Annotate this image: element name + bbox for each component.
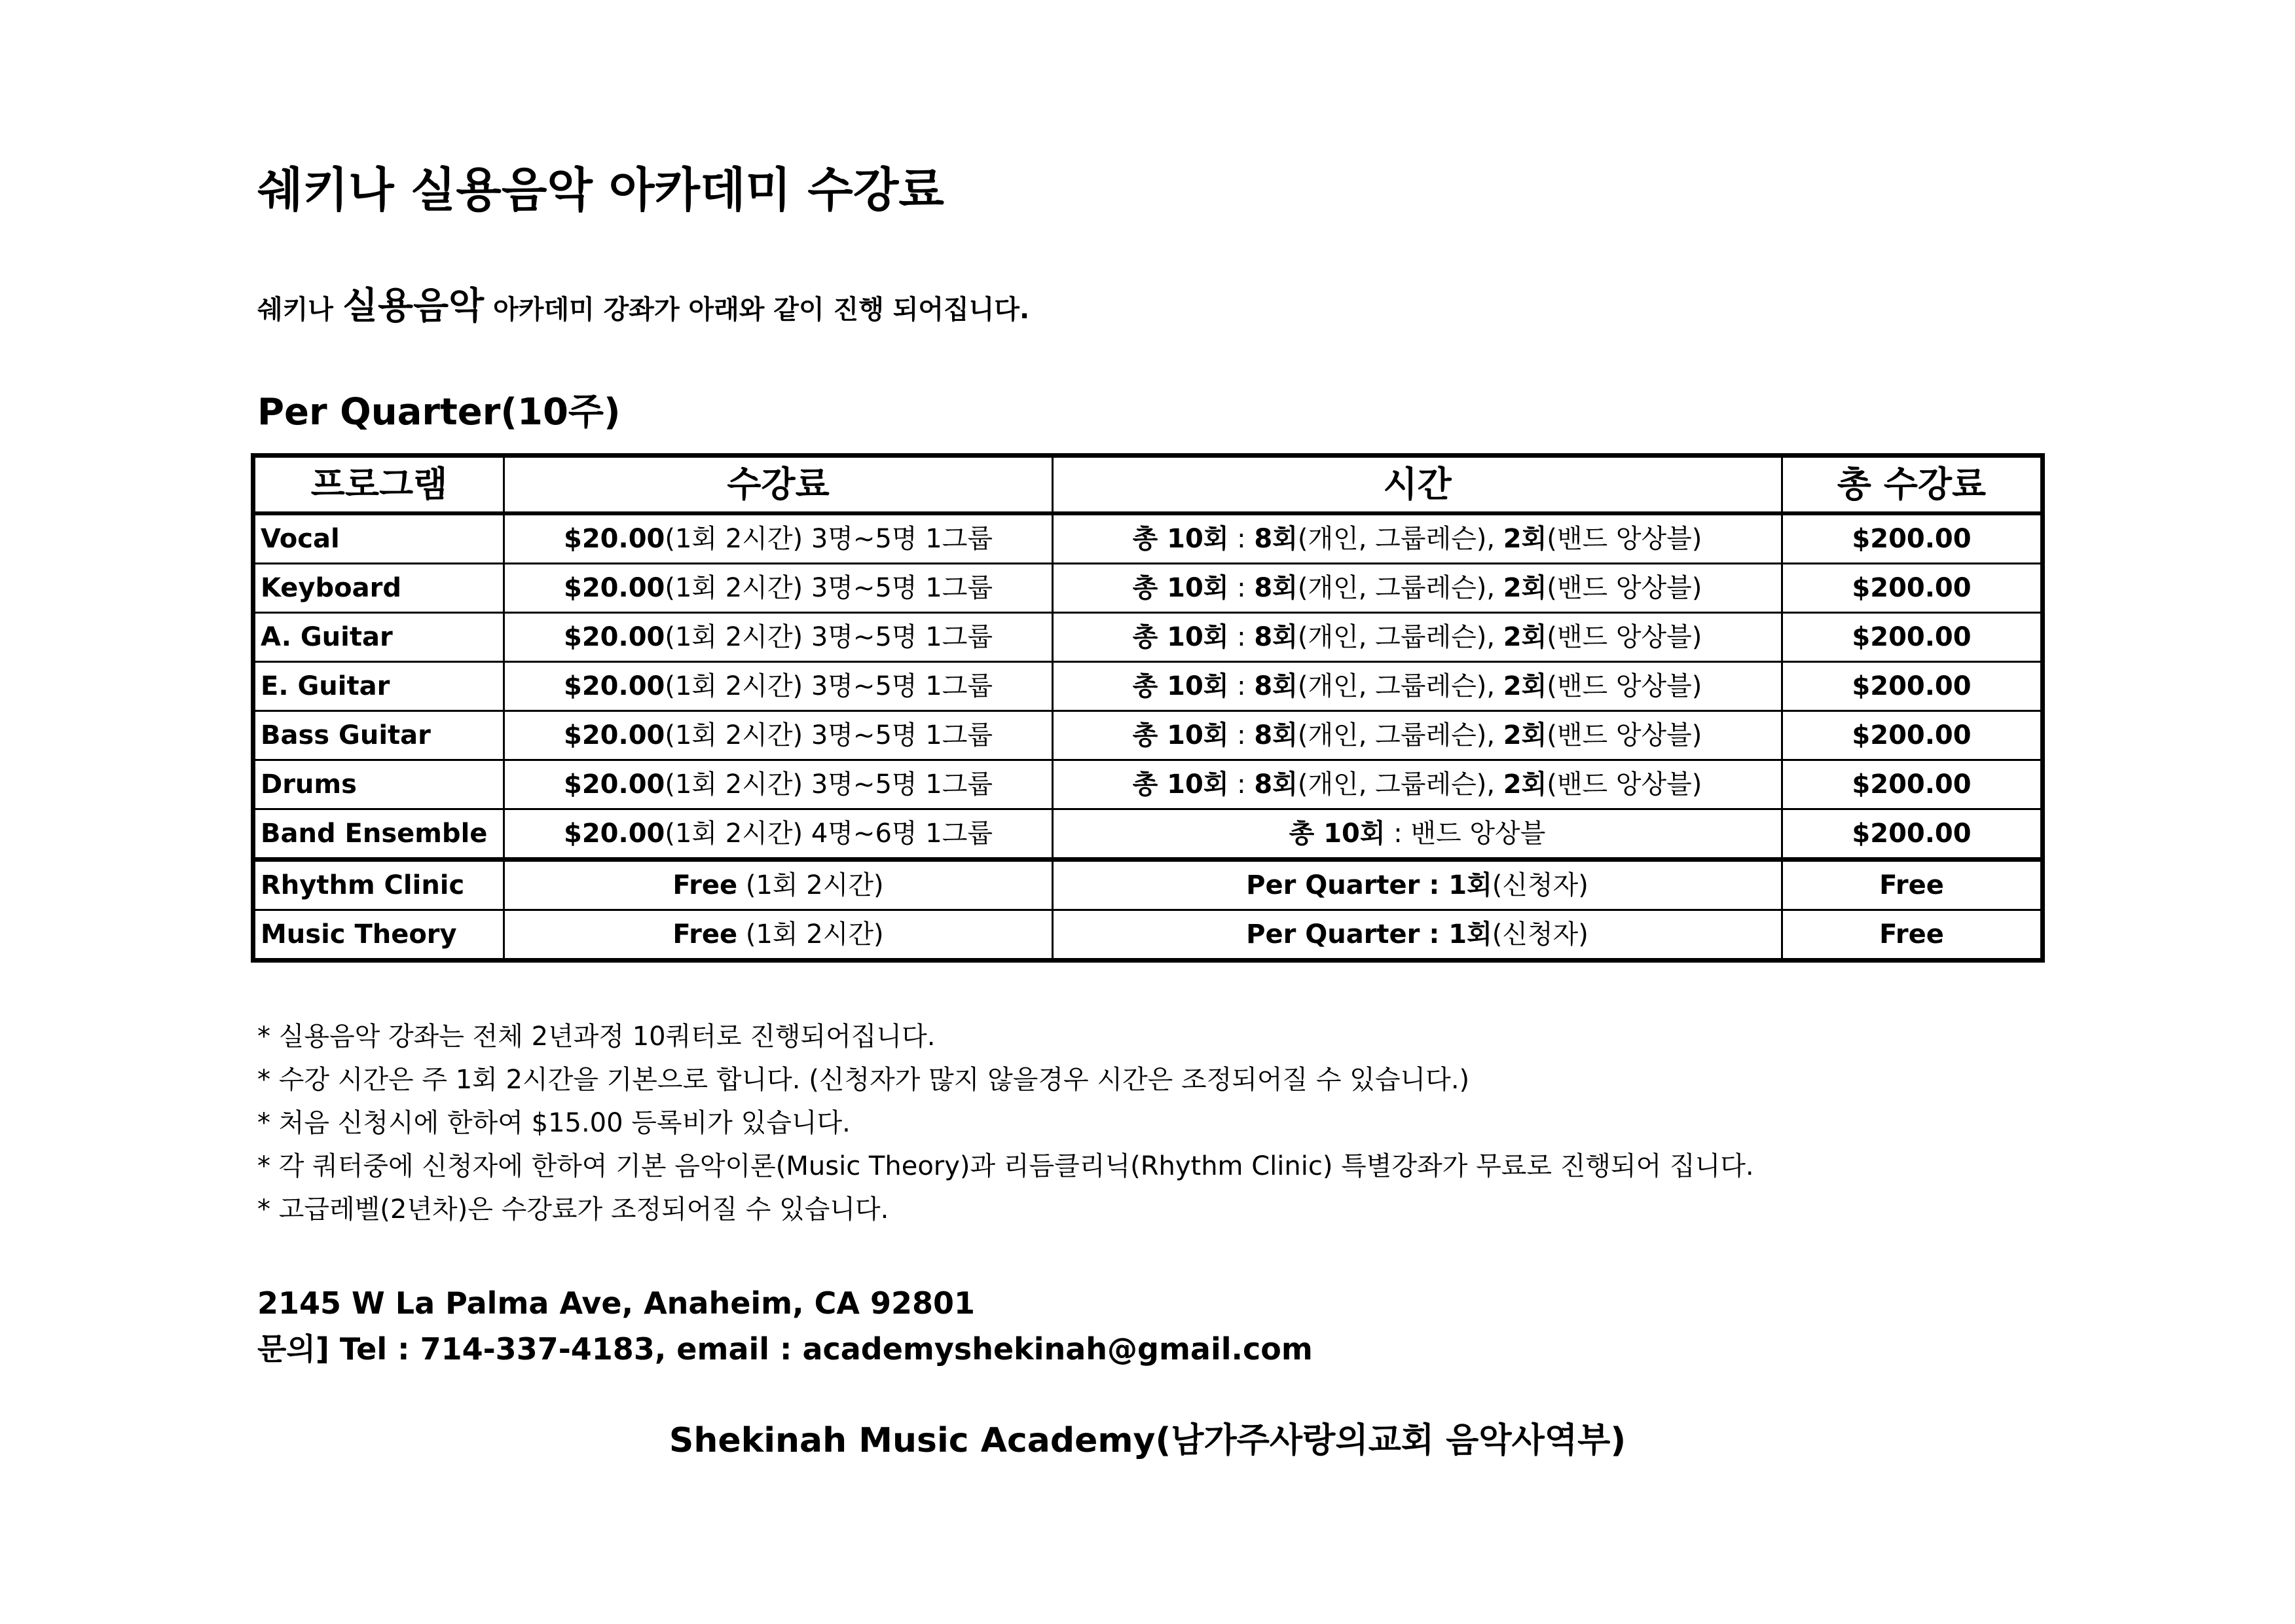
time-separator: : [1228, 622, 1255, 652]
time-sessions: 총 10회 [1132, 720, 1229, 750]
time-individual-count: 8회 [1254, 769, 1298, 800]
total-fee: $200.00 [1782, 513, 2043, 564]
time-band-detail: (밴드 앙상블) [1547, 524, 1702, 554]
fee-detail: (1회 2시간) 3명~5명 1그룹 [665, 573, 993, 603]
table-row [253, 711, 2043, 760]
table-row [253, 662, 2043, 711]
program-name: Keyboard [253, 564, 504, 613]
time-band-detail: (밴드 앙상블) [1547, 622, 1702, 652]
fee-detail: (1회 2시간) 4명~6명 1그룹 [665, 819, 993, 849]
time-individual-detail: (개인, 그룹레슨), [1297, 720, 1503, 750]
note-item: * 실용음악 강좌는 전체 2년과정 10쿼터로 진행되어집니다. [257, 1022, 936, 1052]
free-rows [253, 860, 2043, 961]
time-band-detail: (밴드 앙상블) [1547, 573, 1702, 603]
fee-cell [504, 711, 1053, 760]
time-detail: (신청자) [1492, 919, 1588, 950]
fee-detail: (1회 2시간) 3명~5명 1그룹 [665, 524, 993, 554]
fee-cell [504, 513, 1053, 564]
program-name: E. Guitar [253, 662, 504, 711]
fee-cell [504, 809, 1053, 860]
program-name: Band Ensemble [253, 809, 504, 860]
fee-cell [504, 910, 1053, 961]
fee-cell [504, 613, 1053, 662]
fee-detail: (1회 2시간) 3명~5명 1그룹 [665, 622, 993, 652]
fee-detail: (1회 2시간) [737, 919, 884, 950]
time-sessions: Per Quarter : 1회 [1246, 870, 1492, 900]
time-band-count: 2회 [1503, 524, 1547, 554]
table-row [253, 613, 2043, 662]
time-sessions: 총 10회 [1132, 573, 1229, 603]
fee-detail: (1회 2시간) 3명~5명 1그룹 [665, 671, 993, 701]
time-cell [1053, 860, 1782, 910]
time-separator: : [1228, 769, 1255, 800]
fee-amount: Free [672, 870, 738, 900]
time-individual-count: 8회 [1254, 524, 1298, 554]
total-fee: Free [1782, 910, 2043, 961]
time-cell [1053, 711, 1782, 760]
fee-amount: $20.00 [564, 769, 665, 800]
fee-amount: $20.00 [564, 524, 665, 554]
note-item: * 처음 신청시에 한하여 $15.00 등록비가 있습니다. [257, 1108, 851, 1138]
time-cell [1053, 910, 1782, 961]
time-individual-detail: (개인, 그룹레슨), [1297, 524, 1503, 554]
time-cell [1053, 662, 1782, 711]
time-cell [1053, 613, 1782, 662]
time-band-count: 2회 [1503, 573, 1547, 603]
table-row [253, 760, 2043, 809]
address: 2145 W La Palma Ave, Anaheim, CA 92801 [257, 1285, 976, 1321]
table-header-row [253, 456, 2043, 514]
fee-detail: (1회 2시간) 3명~5명 1그룹 [665, 720, 993, 750]
time-band-detail: (밴드 앙상블) [1547, 769, 1702, 800]
time-separator: : [1228, 573, 1255, 603]
contact-info [257, 1280, 1313, 1372]
page-title: 쉐키나 실용음악 아카데미 수강료 [257, 162, 944, 217]
table-row [253, 809, 2043, 860]
time-sessions: 총 10회 [1132, 769, 1229, 800]
fee-amount: $20.00 [564, 671, 665, 701]
time-band-count: 2회 [1503, 622, 1547, 652]
fee-amount: $20.00 [564, 573, 665, 603]
fee-table [251, 453, 2045, 963]
fee-amount: $20.00 [564, 622, 665, 652]
time-separator: : [1228, 720, 1255, 750]
table-row [253, 564, 2043, 613]
course-rows [253, 513, 2043, 809]
header-time: 시간 [1053, 456, 1782, 514]
subtitle-suffix: 아카데미 강좌가 아래와 같이 진행 되어집니다. [484, 295, 1030, 325]
total-fee: Free [1782, 860, 2043, 910]
time-sessions: 총 10회 [1289, 819, 1386, 849]
time-cell [1053, 760, 1782, 809]
section-heading: Per Quarter(10주) [257, 391, 621, 434]
phone-email: 문의] Tel : 714-337-4183, email : academyshekinah@gmail.com [257, 1331, 1313, 1367]
time-individual-detail: (개인, 그룹레슨), [1297, 671, 1503, 701]
header-total: 총 수강료 [1782, 456, 2043, 514]
fee-cell [504, 662, 1053, 711]
header-fee: 수강료 [504, 456, 1053, 514]
time-band-detail: (밴드 앙상블) [1547, 720, 1702, 750]
time-detail: (신청자) [1492, 870, 1588, 900]
time-individual-detail: (개인, 그룹레슨), [1297, 769, 1503, 800]
subtitle-emphasis: 실용음악 [342, 285, 485, 327]
time-detail: : 밴드 앙상블 [1385, 819, 1546, 849]
notes-list [257, 1015, 1754, 1231]
subtitle [257, 280, 1029, 336]
time-band-count: 2회 [1503, 720, 1547, 750]
fee-amount: Free [672, 919, 738, 950]
fee-detail: (1회 2시간) 3명~5명 1그룹 [665, 769, 993, 800]
total-fee: $200.00 [1782, 613, 2043, 662]
footer-academy-name: Shekinah Music Academy(남가주사랑의교회 음악사역부) [669, 1421, 1626, 1460]
time-individual-count: 8회 [1254, 720, 1298, 750]
table-row [253, 910, 2043, 961]
note-item: * 수강 시간은 주 1회 2시간을 기본으로 합니다. (신청자가 많지 않을경우 시간은 조정되어질 수 있습니다.) [257, 1065, 1470, 1095]
time-sessions: Per Quarter : 1회 [1246, 919, 1492, 950]
time-sessions: 총 10회 [1132, 622, 1229, 652]
total-fee: $200.00 [1782, 711, 2043, 760]
note-item: * 고급레벨(2년차)은 수강료가 조정되어질 수 있습니다. [257, 1194, 889, 1225]
program-name: Vocal [253, 513, 504, 564]
program-name: Drums [253, 760, 504, 809]
subtitle-prefix: 쉐키나 [257, 295, 342, 325]
time-separator: : [1228, 524, 1255, 554]
time-band-count: 2회 [1503, 769, 1547, 800]
time-cell [1053, 513, 1782, 564]
time-cell [1053, 564, 1782, 613]
fee-amount: $20.00 [564, 819, 665, 849]
ensemble-rows [253, 809, 2043, 860]
time-individual-count: 8회 [1254, 671, 1298, 701]
time-sessions: 총 10회 [1132, 524, 1229, 554]
fee-cell [504, 564, 1053, 613]
program-name: Music Theory [253, 910, 504, 961]
total-fee: $200.00 [1782, 662, 2043, 711]
note-item: * 각 쿼터중에 신청자에 한하여 기본 음악이론(Music Theory)과 리듬클리닉(Rhythm Clinic) 특별강좌가 무료로 진행되어 집니다. [257, 1151, 1754, 1181]
time-individual-detail: (개인, 그룹레슨), [1297, 573, 1503, 603]
header-program: 프로그램 [253, 456, 504, 514]
fee-cell [504, 760, 1053, 809]
program-name: Rhythm Clinic [253, 860, 504, 910]
time-band-detail: (밴드 앙상블) [1547, 671, 1702, 701]
time-cell [1053, 809, 1782, 860]
program-name: Bass Guitar [253, 711, 504, 760]
time-individual-count: 8회 [1254, 622, 1298, 652]
time-sessions: 총 10회 [1132, 671, 1229, 701]
total-fee: $200.00 [1782, 760, 2043, 809]
time-individual-count: 8회 [1254, 573, 1298, 603]
time-band-count: 2회 [1503, 671, 1547, 701]
program-name: A. Guitar [253, 613, 504, 662]
table-row [253, 513, 2043, 564]
time-separator: : [1228, 671, 1255, 701]
total-fee: $200.00 [1782, 809, 2043, 860]
fee-detail: (1회 2시간) [737, 870, 884, 900]
time-individual-detail: (개인, 그룹레슨), [1297, 622, 1503, 652]
total-fee: $200.00 [1782, 564, 2043, 613]
fee-amount: $20.00 [564, 720, 665, 750]
table-row [253, 860, 2043, 910]
fee-cell [504, 860, 1053, 910]
